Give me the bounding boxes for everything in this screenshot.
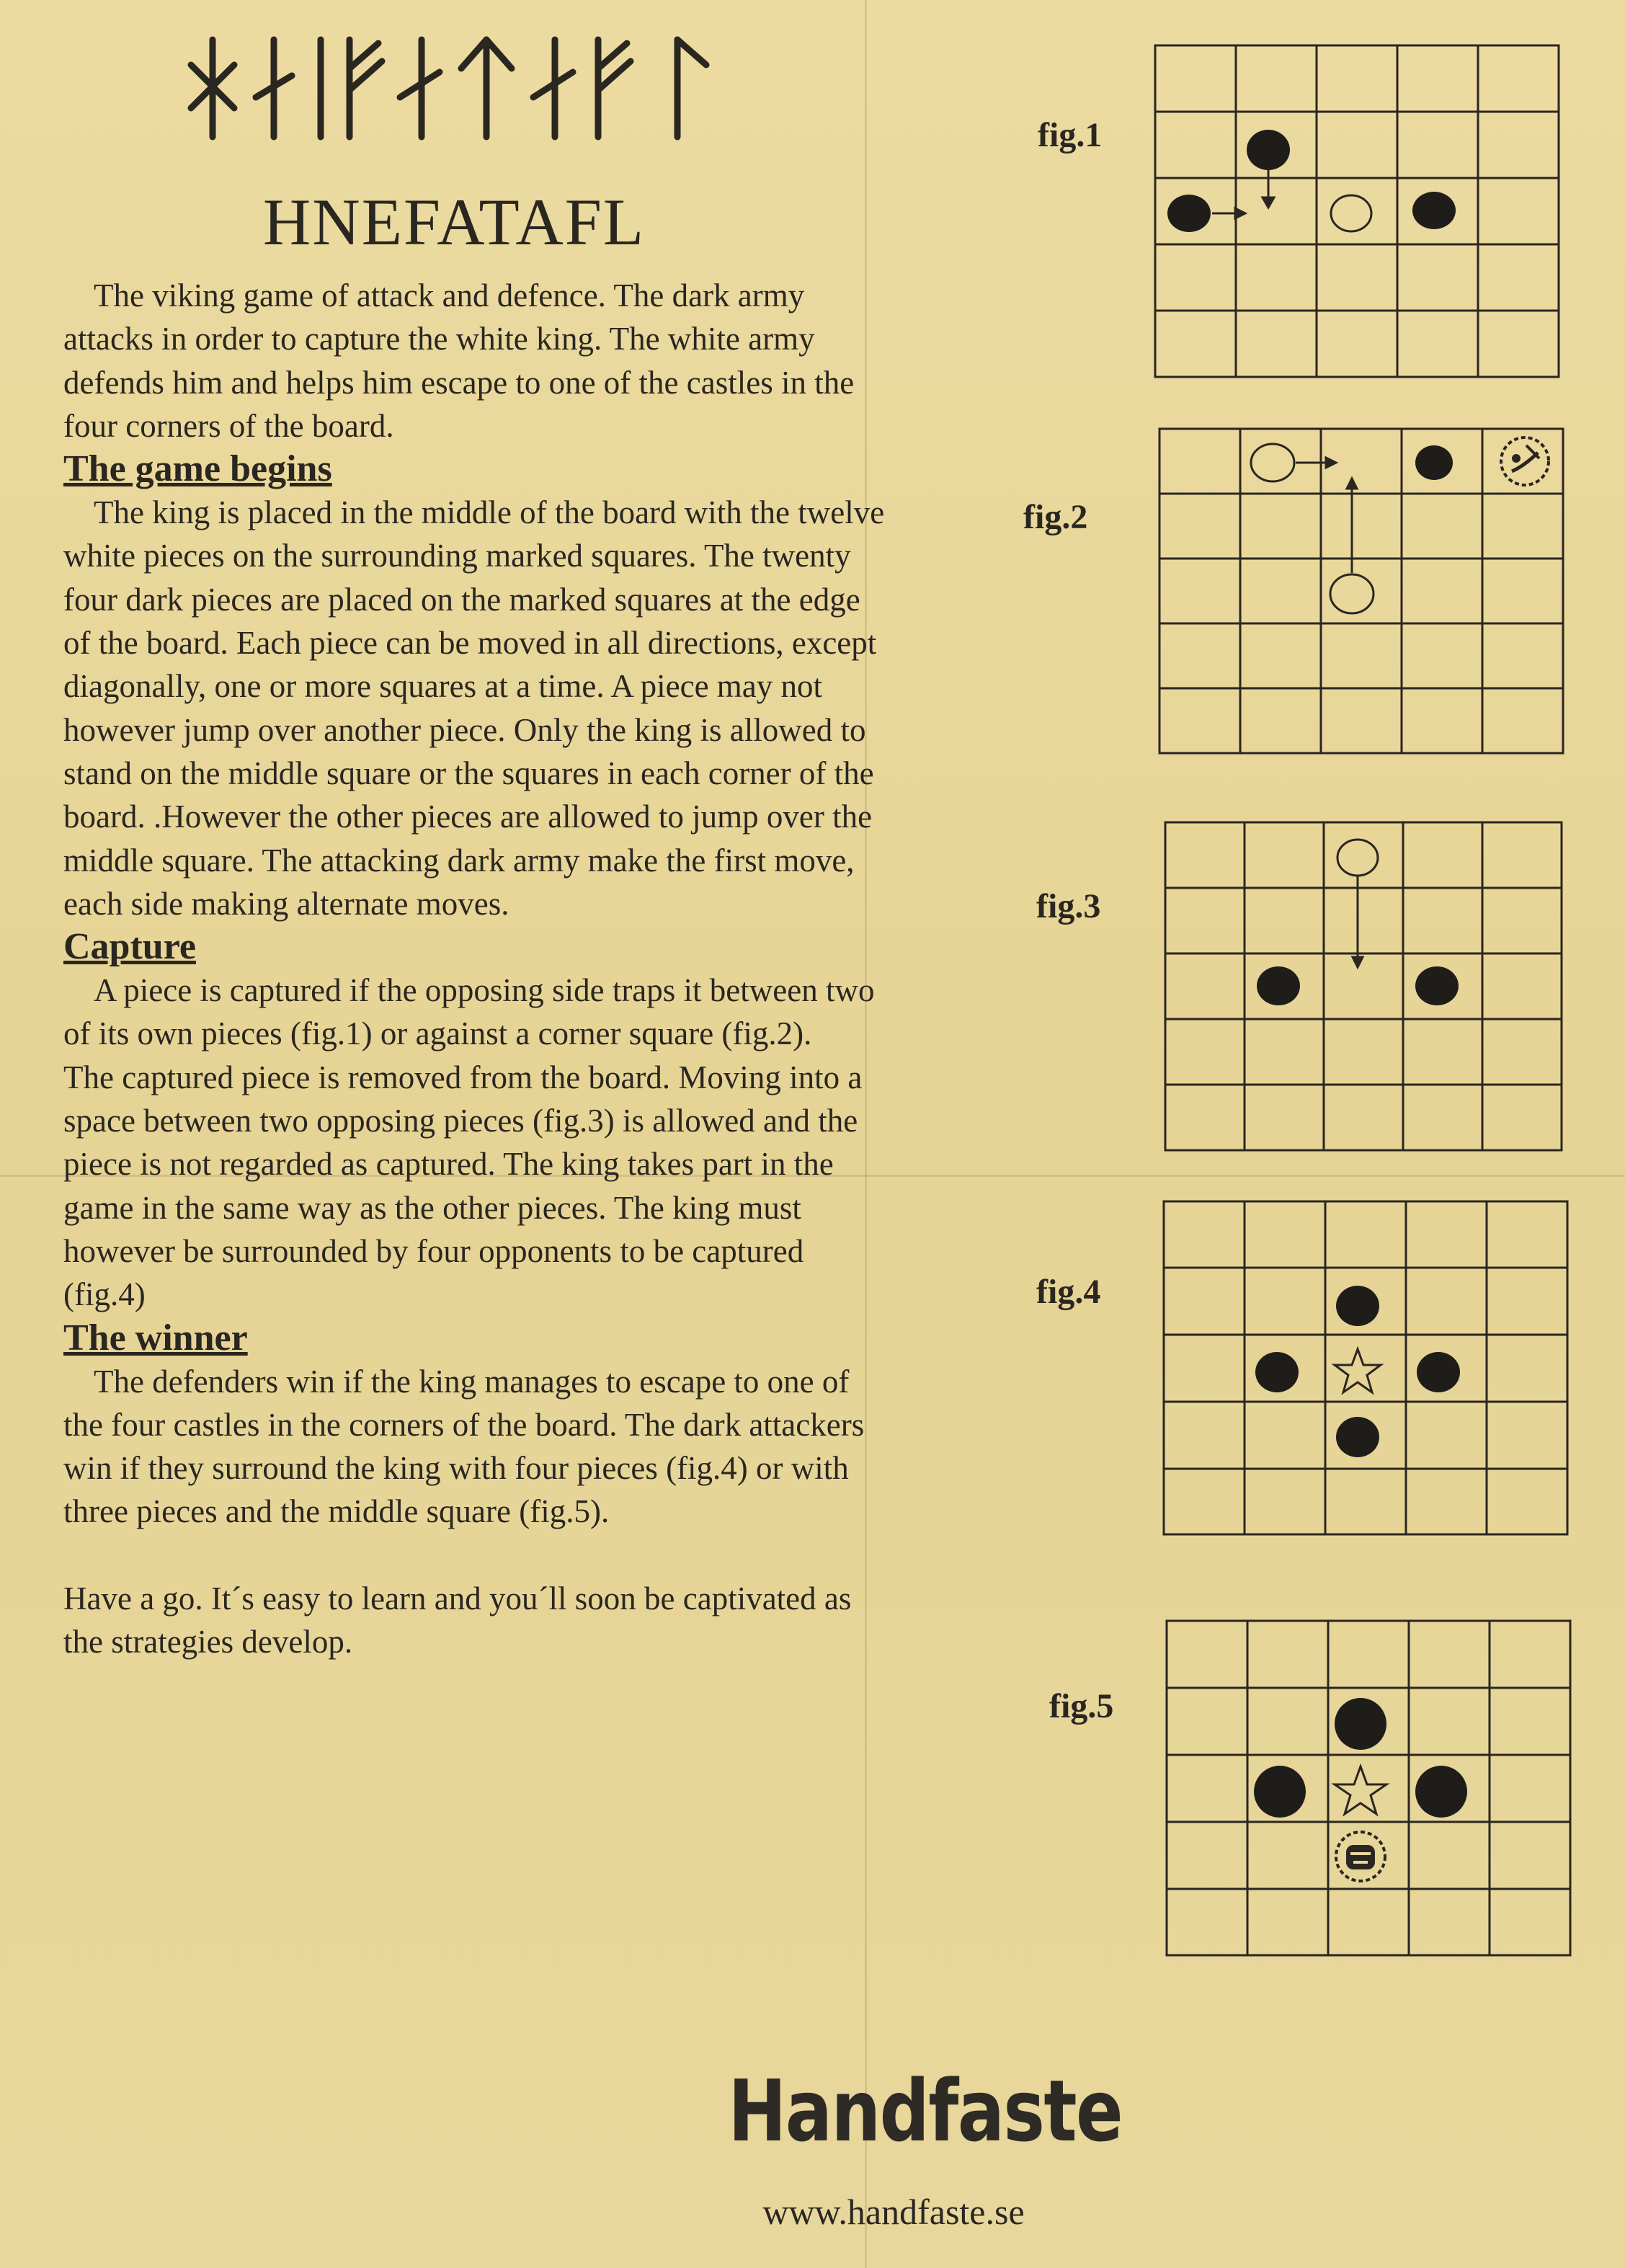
fig3-board — [1163, 820, 1567, 1155]
fig1-dark-piece — [1412, 192, 1456, 229]
fig1-dark-piece — [1247, 130, 1290, 170]
fig5-board — [1165, 1619, 1575, 1959]
brand-logo: Handfaste — [728, 2061, 1122, 2161]
winner-paragraph: The defenders win if the king manages to escape to one of the four castles in the corners of the board. The dark attackers win if they surround the king with four pieces (fig.4) or with three pieces and the middle square (fig.5). — [63, 1363, 865, 1530]
fig2-board — [1157, 427, 1568, 758]
fig5-dark-piece — [1254, 1766, 1306, 1818]
fig1-board — [1153, 43, 1564, 382]
fig4-dark-piece — [1336, 1417, 1379, 1457]
fig4-board — [1162, 1199, 1572, 1538]
fig4-label: fig.4 — [1036, 1273, 1101, 1311]
fig5-dark-piece — [1335, 1698, 1386, 1750]
heading-game-begins: The game begins — [63, 448, 332, 490]
game-begins-paragraph: The king is placed in the middle of the board with the twelve white pieces on the surrounding marked squares. The twenty four dark pieces are placed on the marked squares at the edge of the board. Each piece can be moved in all directions, except diagonally, one or more squares at a time. A piece may not however jump over another piece. Only the king is allowed to stand on the middle square or the squares in each corner of the board. .However the other pieces are allowed to jump over the middle square. The attacking dark army make the first move, each side making alternate moves. — [63, 494, 885, 922]
runic-title-logo — [180, 29, 742, 151]
capture-paragraph-2: The captured piece is removed from the board. Moving into a space between two opposing pieces (fig.3) is allowed and the piece is not regarded as captured. The king takes part in the game in the same way as the other pieces. The king must however be surrounded by four opponents to be captured (fig.4) — [63, 1059, 863, 1313]
heading-winner: The winner — [63, 1317, 248, 1358]
capture-paragraph-1: A piece is captured if the opposing side traps it between two of its own pieces (fig.1) or against a corner square (fig.2). — [63, 972, 875, 1052]
fig1-white-piece — [1331, 195, 1371, 231]
fig5-dark-piece — [1415, 1766, 1467, 1818]
fig3-dark-piece — [1415, 966, 1459, 1005]
fig2-white-piece — [1251, 444, 1294, 481]
fig1-dark-piece — [1167, 195, 1211, 232]
website-url[interactable]: www.handfaste.se — [762, 2192, 1025, 2232]
fig5-middle-square-icon — [1336, 1832, 1385, 1881]
heading-capture: Capture — [63, 926, 196, 968]
fig4-dark-piece — [1255, 1352, 1299, 1392]
page-title: HNEFATAFL — [262, 185, 646, 259]
fig3-label: fig.3 — [1036, 887, 1101, 925]
intro-paragraph: The viking game of attack and defence. The dark army attacks in order to capture the white king. The white army defends him and helps him escape to one of the castles in the four corners of the board. — [63, 277, 855, 444]
fig2-label: fig.2 — [1023, 498, 1088, 536]
fig3-dark-piece — [1257, 966, 1300, 1005]
fig2-castle-icon — [1501, 437, 1549, 485]
fig4-king-star-icon — [1335, 1349, 1381, 1392]
fig4-dark-piece — [1417, 1352, 1460, 1392]
fig3-white-piece — [1337, 840, 1378, 876]
fig5-king-star-icon — [1335, 1766, 1386, 1814]
closing-paragraph: Have a go. It´s easy to learn and you´ll soon be captivated as the strategies develop. — [63, 1580, 852, 1660]
fig1-label: fig.1 — [1038, 116, 1103, 154]
fig2-dark-piece — [1415, 445, 1453, 480]
rules-text — [63, 274, 885, 1663]
fig5-label: fig.5 — [1049, 1687, 1114, 1725]
fig2-white-piece — [1330, 574, 1374, 613]
fig4-dark-piece — [1336, 1286, 1379, 1326]
